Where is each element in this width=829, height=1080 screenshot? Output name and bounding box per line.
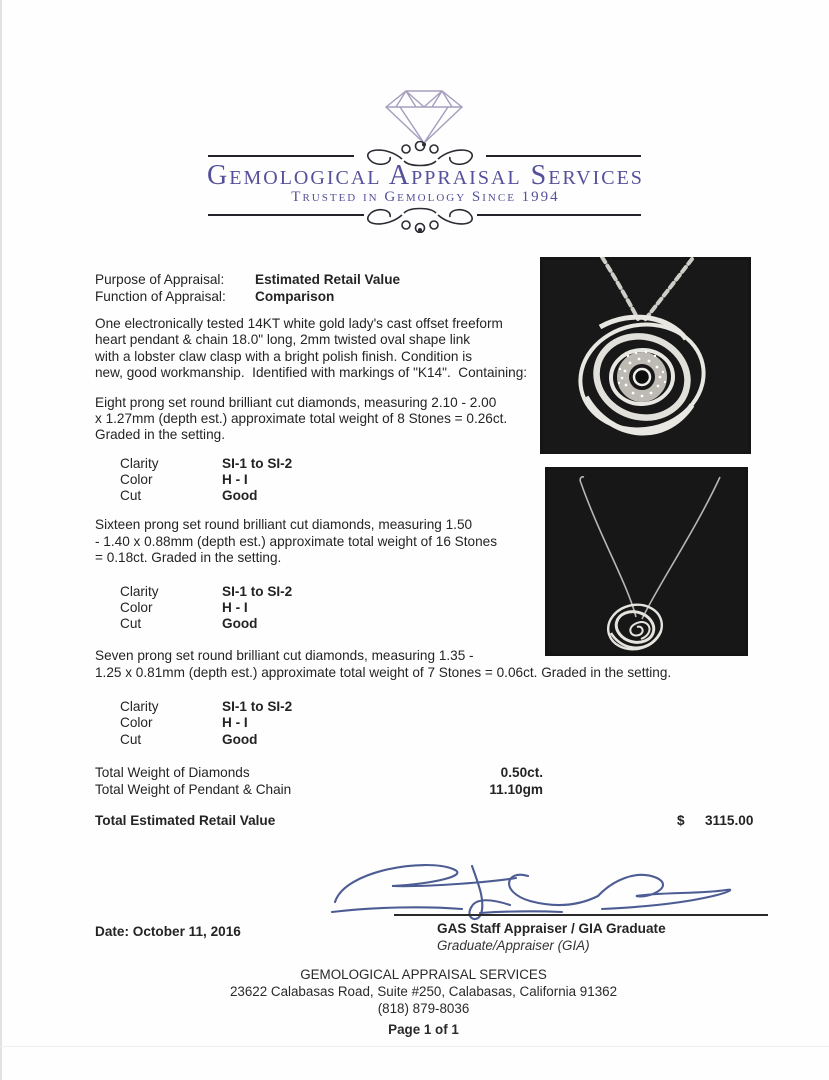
color-label: Color xyxy=(120,715,153,731)
appraisal-date: Date: October 11, 2016 xyxy=(95,924,241,939)
total-pendant-weight-value: 11.10gm xyxy=(489,781,543,797)
color-label: Color xyxy=(120,599,153,615)
purpose-value: Estimated Retail Value xyxy=(255,272,401,287)
footer-address: 23622 Calabasas Road, Suite #250, Calabasas, California 91362 xyxy=(229,984,618,999)
color-value: H - I xyxy=(222,715,248,731)
description-line: One electronically tested 14KT white gold lady's cast offset freeform xyxy=(95,316,503,331)
clarity-label: Clarity xyxy=(120,583,159,599)
description-line: new, good workmanship. Identified with markings of "K14". Containing: xyxy=(95,365,528,381)
total-retail-value-amount: 3115.00 xyxy=(705,812,754,828)
total-retail-value-row xyxy=(95,812,770,829)
totals-section xyxy=(95,764,770,798)
header-rule-top-left xyxy=(208,155,354,157)
stone-line: Seven prong set round brilliant cut diamonds, measuring 1.35 - xyxy=(95,648,474,664)
stone-line: = 0.18ct. Graded in the setting. xyxy=(95,550,282,566)
stone-line: Graded in the setting. xyxy=(95,427,225,443)
clarity-value: SI-1 to SI-2 xyxy=(222,583,293,599)
total-diamond-weight-label: Total Weight of Diamonds xyxy=(95,764,250,780)
clarity-value: SI-1 to SI-2 xyxy=(222,455,293,471)
cut-value: Good xyxy=(222,488,258,504)
necklace-full-photo xyxy=(545,467,748,656)
stone-line: x 1.27mm (depth est.) approximate total weight of 8 Stones = 0.26ct. xyxy=(95,411,508,427)
footer-company: GEMOLOGICAL APPRAISAL SERVICES xyxy=(300,967,547,982)
cut-label: Cut xyxy=(120,616,142,632)
stone-line: - 1.40 x 0.88mm (depth est.) approximate total weight of 16 Stones xyxy=(95,533,497,549)
function-label: Function of Appraisal: xyxy=(95,289,226,304)
signature-line xyxy=(394,914,768,916)
appraisal-body xyxy=(95,257,770,829)
appraiser-title: GAS Staff Appraiser / GIA Graduate xyxy=(437,921,666,936)
total-pendant-weight-label: Total Weight of Pendant & Chain xyxy=(95,781,292,797)
description-line: with a lobster claw clasp with a bright polish finish. Condition is xyxy=(95,348,473,364)
cut-label: Cut xyxy=(120,731,142,747)
company-tagline: Trusted in Gemology Since 1994 xyxy=(291,189,560,205)
color-value: H - I xyxy=(222,599,248,615)
currency-symbol: $ xyxy=(677,812,685,828)
header-rule-bottom-right xyxy=(477,214,641,216)
stone-line: 1.25 x 0.81mm (depth est.) approximate total weight of 7 Stones = 0.06ct. Graded in the setting. xyxy=(95,664,672,680)
footer-phone: (818) 879-8036 xyxy=(377,1001,470,1016)
purpose-label: Purpose of Appraisal: xyxy=(95,272,225,287)
pendant-closeup-photo xyxy=(540,257,751,454)
stone-line: Sixteen prong set round brilliant cut diamonds, measuring 1.50 xyxy=(95,517,473,533)
total-retail-value-label: Total Estimated Retail Value xyxy=(95,812,276,828)
total-diamond-weight-row xyxy=(95,764,770,781)
company-title: Gemological Appraisal Services xyxy=(207,160,644,191)
stone-line: Eight prong set round brilliant cut diamonds, measuring 2.10 - 2.00 xyxy=(95,394,497,410)
function-value: Comparison xyxy=(255,289,335,304)
cut-value: Good xyxy=(222,731,258,747)
cut-label: Cut xyxy=(120,488,142,504)
color-label: Color xyxy=(120,472,153,488)
clarity-label: Clarity xyxy=(120,699,159,715)
cut-value: Good xyxy=(222,616,258,632)
clarity-value: SI-1 to SI-2 xyxy=(222,699,293,715)
appraiser-subtitle: Graduate/Appraiser (GIA) xyxy=(437,938,590,953)
total-pendant-weight-row xyxy=(95,781,770,798)
scroll-flourish-bottom-icon xyxy=(354,203,486,233)
description-line: heart pendant & chain 18.0" long, 2mm twisted oval shape link xyxy=(95,332,471,348)
clarity-row xyxy=(95,699,770,715)
header-rule-bottom-left xyxy=(208,214,364,216)
header-rule-top-right xyxy=(486,155,641,157)
page-indicator: Page 1 of 1 xyxy=(388,1022,459,1037)
stone-group-3-grades xyxy=(95,699,770,748)
color-value: H - I xyxy=(222,472,248,488)
clarity-label: Clarity xyxy=(120,455,159,471)
total-diamond-weight-value: 0.50ct. xyxy=(500,764,543,780)
color-row xyxy=(95,715,770,731)
diamond-icon xyxy=(376,85,472,147)
cut-row xyxy=(95,732,770,748)
